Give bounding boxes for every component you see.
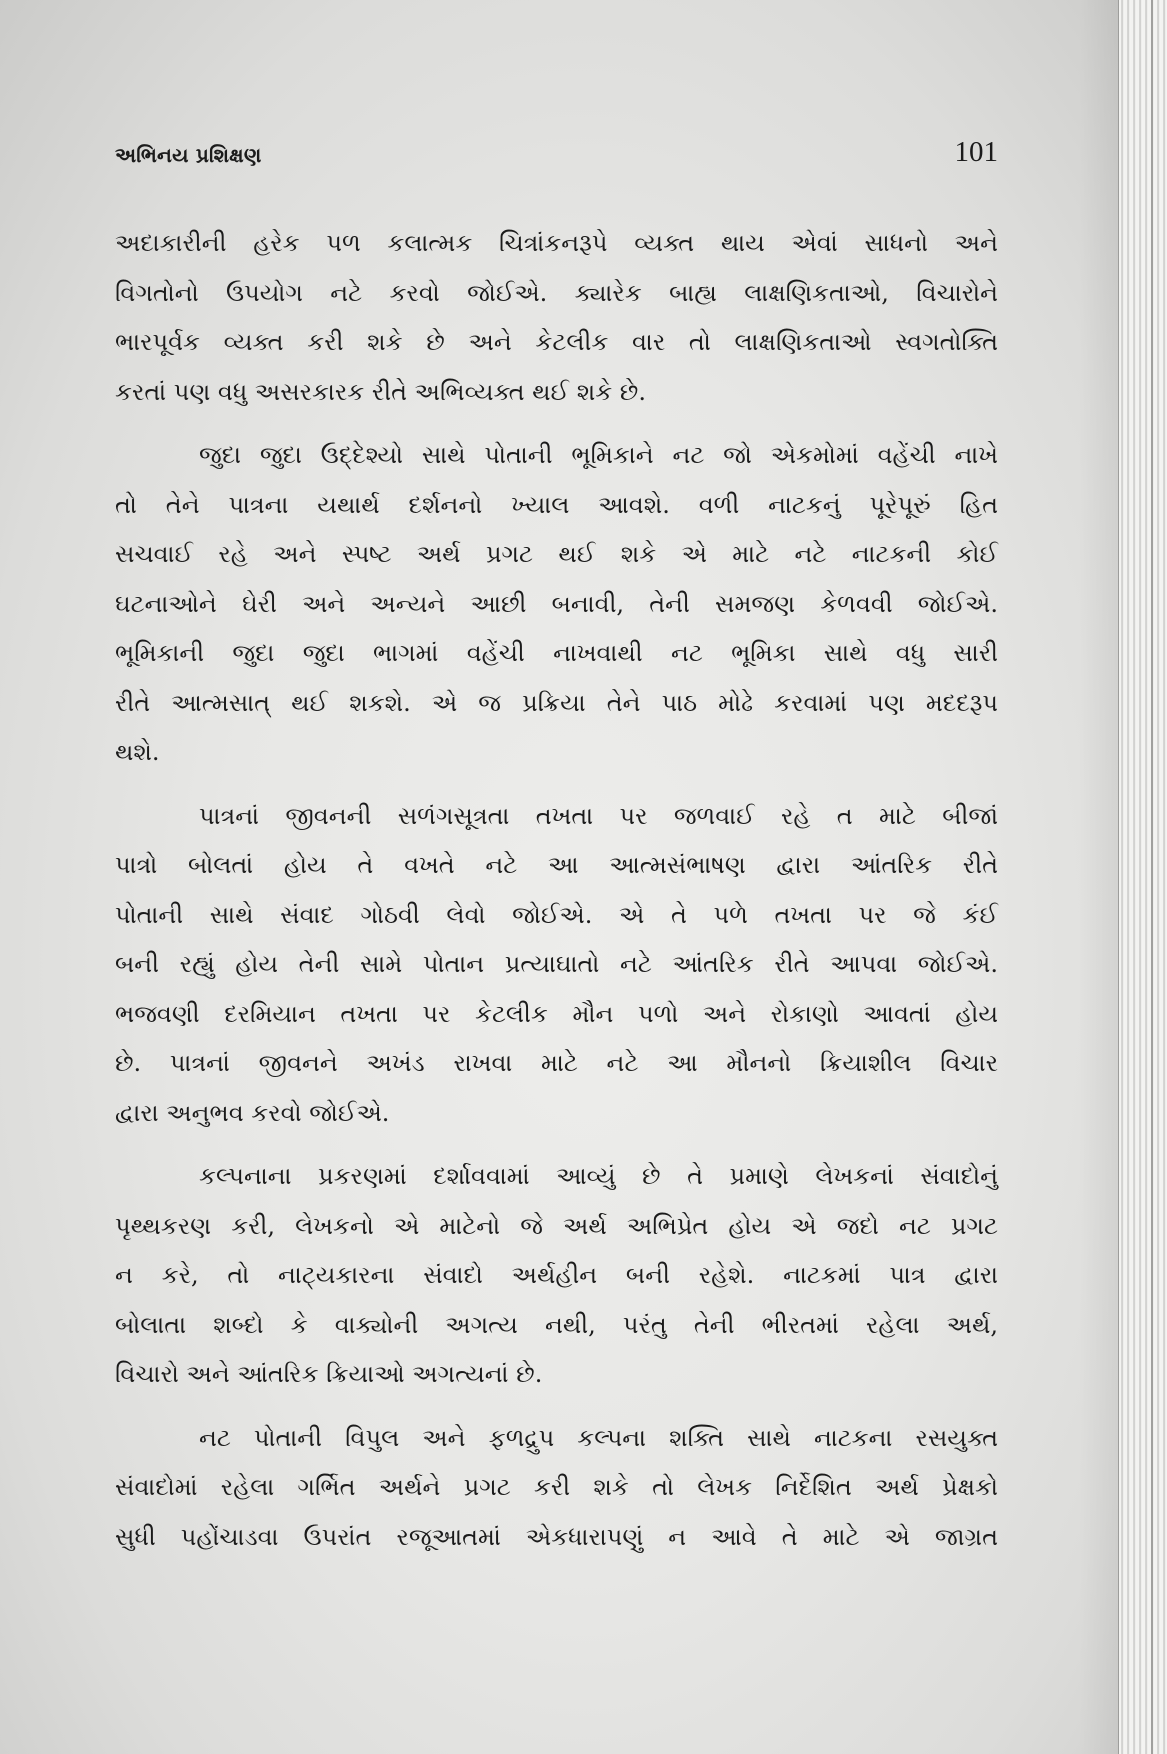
page-edge-line bbox=[1151, 0, 1153, 1754]
text-line: અદાકારીની હરેક પળ કલાત્મક ચિત્રાંકનરૂપે વ્યક્ત થાય એવાં સાધનો અને bbox=[115, 229, 998, 257]
paragraph bbox=[115, 219, 998, 417]
text-line: પાત્રનાં જીવનની સળંગસૂત્રતા તખતા પર જળવાઈ રહે ત માટે બીજાં bbox=[199, 801, 998, 830]
text-line: સુધી પહોંચાડવા ઉપરાંત રજૂઆતમાં એકધારાપણું ન આવે તે માટે એ જાગ્રત bbox=[115, 1522, 998, 1551]
page-number: 101 bbox=[954, 136, 998, 168]
text-line: પોતાની સાથે સંવાદ ગોઠવી લેવો જોઈએ. એ તે પળે તખતા પર જે કંઈ bbox=[115, 900, 998, 929]
text-line: વિચારો અને આંતરિક ક્રિયાઓ અગત્યનાં છે. bbox=[115, 1360, 543, 1388]
text-line: ભજવણી દરમિયાન તખતા પર કેટલીક મૌન પળો અને રોકાણો આવતાં હોય bbox=[115, 999, 998, 1028]
text-line: ન કરે, તો નાટ્યકારના સંવાદો અર્થહીન બની રહેશે. નાટકમાં પાત્ર દ્વારા bbox=[115, 1261, 998, 1289]
text-line: દ્વારા અનુભવ કરવો જોઈએ. bbox=[115, 1098, 390, 1127]
paragraph bbox=[115, 431, 998, 778]
text-line: રીતે આત્મસાત્ થઈ શકશે. એ જ પ્રક્રિયા તેને પાઠ મોઢે કરવામાં પણ મદદરૂપ bbox=[115, 688, 998, 717]
text-line: વિગતોનો ઉપયોગ નટે કરવો જોઈએ. ક્યારેક બાહ્ય લાક્ષણિકતાઓ, વિચારોને bbox=[115, 278, 998, 307]
text-line: ઘટનાઓને ઘેરી અને અન્યને આછી બનાવી, તેની સમજણ કેળવવી જોઈએ. bbox=[115, 589, 998, 618]
text-line: કરતાં પણ વધુ અસરકારક રીતે અભિવ્યક્ત થઈ શકે છે. bbox=[115, 377, 646, 406]
paragraph bbox=[115, 1414, 998, 1563]
paragraph bbox=[115, 792, 998, 1139]
text-line: બોલાતા શબ્દો કે વાક્યોની અગત્ય નથી, પરંતુ તેની ભીરતમાં રહેલા અર્થ, bbox=[115, 1310, 998, 1339]
page-edge-stack bbox=[1118, 0, 1167, 1754]
text-line: સંવાદોમાં રહેલા ગર્ભિત અર્થને પ્રગટ કરી શકે તો લેખક નિર્દેશિત અર્થ પ્રેક્ષકો bbox=[115, 1473, 998, 1501]
paragraph bbox=[115, 1152, 998, 1400]
text-line: સચવાઈ રહે અને સ્પષ્ટ અર્થ પ્રગટ થઈ શકે એ માટે નટે નાટકની કોઈ bbox=[115, 540, 998, 568]
body-text bbox=[115, 219, 998, 1562]
text-line: પાત્રો બોલતાં હોય તે વખતે નટે આ આત્મસંભાષણ દ્વારા આંતરિક રીતે bbox=[115, 851, 998, 879]
text-line: ભૂમિકાની જુદા જુદા ભાગમાં વહેંચી નાખવાથી નટ ભૂમિકા સાથે વધુ સારી bbox=[115, 639, 998, 667]
text-line: પૃથ્થકરણ કરી, લેખકનો એ માટેનો જે અર્થ અભિપ્રેત હોય એ જદો નટ પ્રગટ bbox=[115, 1211, 998, 1240]
text-line: જુદા જુદા ઉદ્દેશ્યો સાથે પોતાની ભૂમિકાને નટ જો એકમોમાં વહેંચી નાખે bbox=[199, 441, 998, 469]
running-head: અભિનય પ્રશિક્ષણ bbox=[115, 143, 262, 167]
text-line: થશે. bbox=[115, 738, 160, 766]
text-line: બની રહ્યું હોય તેની સામે પોતાન પ્રત્યાઘાતો નટે આંતરિક રીતે આપવા જોઈએ. bbox=[115, 950, 998, 978]
text-line: નટ પોતાની વિપુલ અને ફળદ્રુપ કલ્પના શક્તિ સાથે નાટકના રસયુક્ત bbox=[199, 1423, 998, 1452]
text-line: છે. પાત્રનાં જીવનને અખંડ રાખવા માટે નટે આ મૌનનો ક્રિયાશીલ વિચાર bbox=[115, 1049, 998, 1077]
text-line: ભારપૂર્વક વ્યક્ત કરી શકે છે અને કેટલીક વાર તો લાક્ષણિકતાઓ સ્વગતોક્તિ bbox=[115, 328, 998, 356]
text-line: કલ્પનાના પ્રકરણમાં દર્શાવવામાં આવ્યું છે તે પ્રમાણે લેખકનાં સંવાદોનું bbox=[199, 1162, 998, 1190]
page-edge-shadow bbox=[1079, 0, 1119, 1754]
text-line: તો તેને પાત્રના યથાર્થ દર્શનનો ખ્યાલ આવશે. વળી નાટકનું પૂરેપૂરું હિત bbox=[115, 490, 998, 519]
